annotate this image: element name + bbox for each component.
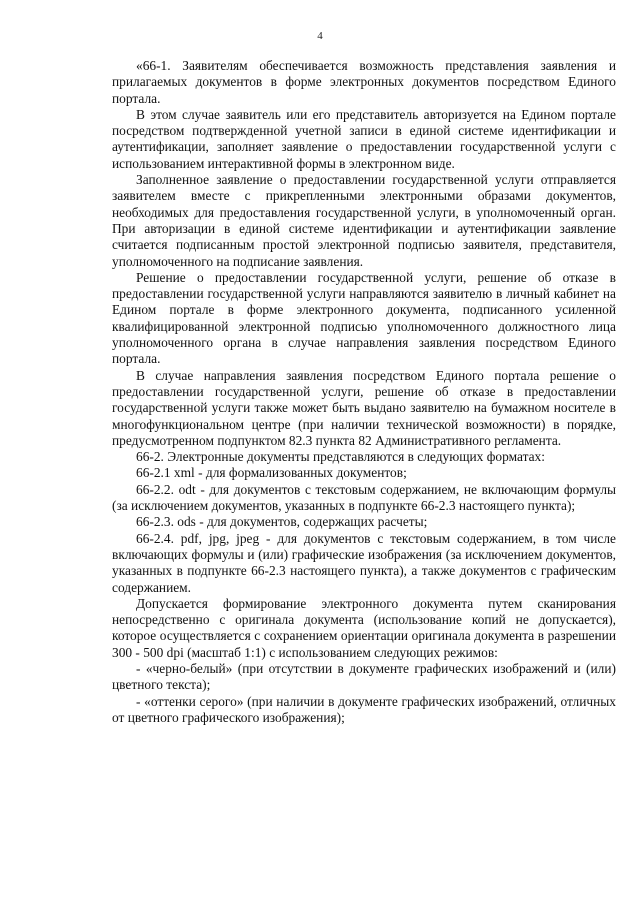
paragraph-authorization: В этом случае заявитель или его представитель авторизуется на Едином портале посредством подтвержденной учетной записи в единой системе идентификации и аутентификации, заполняет заявление о предоставлении государственной услуги с использованием интерактивной формы в электронном виде. <box>112 106 616 171</box>
paragraph-66-2-3: 66-2.3. ods - для документов, содержащих расчеты; <box>136 514 428 530</box>
paragraph-decision: Решение о предоставлении государственной услуги, решение об отказе в предоставлении государственной услуги направляются заявителю в личный кабинет на Едином портале в форме электронного документа, подписанного усиленной квалифицированной электронной подписью уполномоченного должностного лица уполномоченного органа в случае направления заявления посредством Единого портала. <box>112 269 616 367</box>
paragraph-66-2: 66-2. Электронные документы представляются в следующих форматах: <box>136 449 545 465</box>
paragraph-66-2-1: 66-2.1 xml - для формализованных документов; <box>136 465 407 481</box>
paragraph-66-2-2: 66-2.2. odt - для документов с текстовым содержанием, не включающим формулы (за исключением документов, указанных в подпункте 66-2.3 настоящего пункта); <box>112 481 616 514</box>
paragraph-paper-issuance: В случае направления заявления посредством Единого портала решение о предоставлении государственной услуги, решение об отказе в предоставлении государственной услуги также может быть выдано заявителю на бумажном носителе в многофункциональном центре (при наличии технической возможности) в порядке, предусмотренном подпунктом 82.3 пункта 82 Административного регламента. <box>112 367 616 448</box>
document-body <box>112 58 616 726</box>
paragraph-mode-grayscale: - «оттенки серого» (при наличии в документе графических изображений, отличных от цветного графического изображения); <box>112 693 616 725</box>
page-number: 4 <box>317 30 323 42</box>
paragraph-submission: Заполненное заявление о предоставлении государственной услуги отправляется заявителем вместе с прикрепленными электронными образами документов, необходимых для предоставления государственной услуги, в уполномоченный орган. При авторизации в единой системе идентификации и аутентификации заявление считается подписанным простой электронной подписью заявителя, представителя, уполномоченного на подписание заявления. <box>112 172 616 269</box>
paragraph-66-2-4: 66-2.4. pdf, jpg, jpeg - для документов с текстовым содержанием, в том числе включающих формулы и (или) графические изображения (за исключением документов, указанных в подпункте 66-2.3 настоящего пункта), а также документов с графическим содержанием. <box>112 530 616 595</box>
paragraph-66-1: «66-1. Заявителям обеспечивается возможность представления заявления и прилагаемых документов в форме электронных документов посредством Единого портала. <box>112 58 616 106</box>
paragraph-scanning: Допускается формирование электронного документа путем сканирования непосредственно с оригинала документа (использование копий не допускается), которое осуществляется с сохранением ориентации оригинала документа в разрешении 300 - 500 dpi (масштаб 1:1) с использованием следующих режимов: <box>112 595 616 660</box>
paragraph-mode-bw: - «черно-белый» (при отсутствии в документе графических изображений и (или) цветного текста); <box>112 660 616 693</box>
